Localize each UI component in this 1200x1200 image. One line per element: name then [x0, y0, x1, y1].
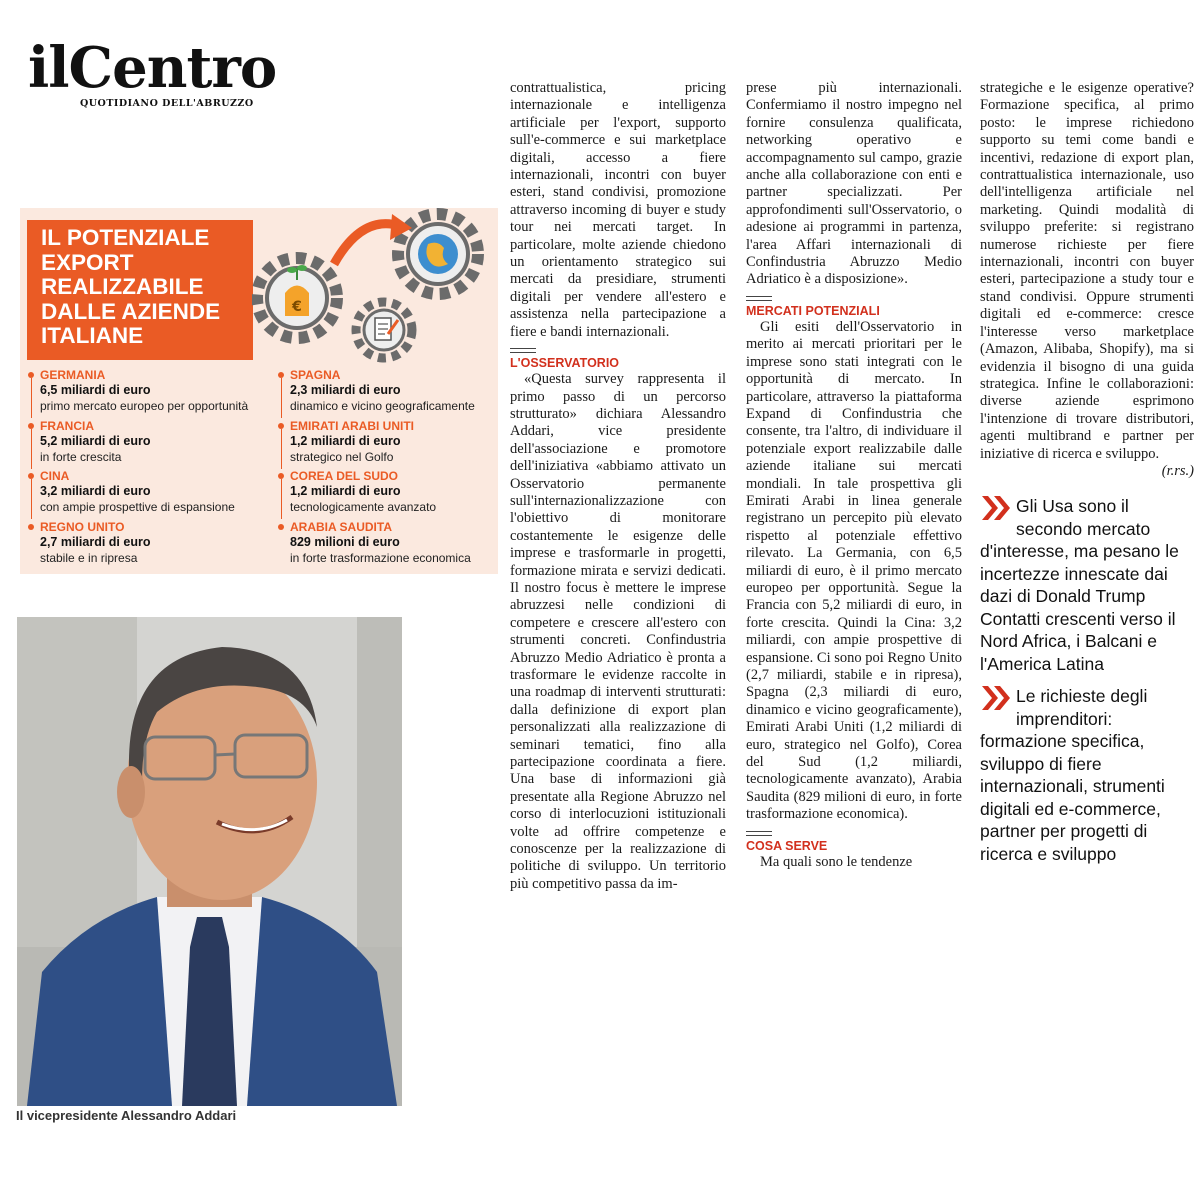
article-column-3 [980, 80, 1194, 480]
gear-globe-icon [398, 214, 478, 294]
market-name: GERMANIA [40, 368, 106, 382]
market-value: 829 milioni di euro [290, 534, 400, 549]
portrait-photo [17, 617, 402, 1106]
article-paragraph: prese più internazionali. Confermiamo il nostro impegno nel fornire consulenza qualificata, networking operativo e accompagnamento sul campo, grazie anche alla collaborazione con enti e partner specializzati. Per approfondimenti sull'Osservatorio, o adesione ai programmi in partenza, l'area Affari internazionali di Confindustria Abruzzo Medio Adriatico è a disposizione». [746, 80, 962, 288]
gear-document-icon [356, 302, 412, 358]
market-name: REGNO UNITO [40, 519, 125, 534]
article-paragraph: contrattualistica, pricing internazionale e intelligenza artificiale per l'export, supporto sull'e-commerce e sui marketplace digitali, accesso a fiere internazionali, incontri con buyer esteri, stand condivisi, promozione attraverso incoming di buyer e study tour nei mercati target. In particolare, molte aziende chiedono un orientamento strategico sui mercati da presidiare, strumenti digitali per vendere all'estero e assistenza nella partecipazione a fiere e bandi internazionali. [510, 80, 726, 340]
market-value: 5,2 miliardi di euro [40, 433, 151, 448]
market-value: 2,7 miliardi di euro [40, 534, 151, 549]
market-value: 6,5 miliardi di euro [40, 383, 151, 397]
market-name: SPAGNA [290, 368, 341, 382]
chevron-quote-icon [980, 686, 1012, 710]
market-item [278, 469, 498, 520]
market-name: CINA [40, 469, 70, 483]
market-desc: tecnologicamente avanzato [290, 500, 437, 514]
market-value: 3,2 miliardi di euro [40, 484, 151, 498]
market-item [278, 520, 498, 571]
gears-illustration-icon [252, 208, 498, 368]
market-item [28, 520, 278, 571]
section-heading: MERCATI POTENZIALI [746, 303, 962, 319]
markets-list-left [28, 368, 278, 570]
newspaper-subtitle: QUOTIDIANO DELL'ABRUZZO [80, 98, 254, 109]
article-paragraph: Ma quali sono le tendenze [760, 853, 913, 870]
market-desc: in forte crescita [40, 449, 122, 464]
market-desc: con ampie prospettive di espansione [40, 500, 235, 514]
market-desc: primo mercato europeo per opportunità [40, 399, 249, 413]
market-name: ARABIA SAUDITA [290, 519, 392, 534]
article-paragraph: Gli esiti dell'Osservatorio in merito ai mercati prioritari per le imprese sono stati integrati con le opportunità di mercato. In particolare, attraverso la piattaforma Expand di Confindustria che consente, tra l'altro, di individuare il potenziale export realizzabile dalle aziende italiane sui mercati mondiali. In tale prospettiva gli Emirati Arabi in linea generale registrano un percepito più elevato rispetto al potenziale effettivo rilevato. La Germania, con 6,5 miliardi di euro, è il primo mercato europeo per opportunità. Segue la Francia con 5,2 miliardi di euro, in forte crescita. Quindi la Cina: 3,2 miliardi, con ampie prospettive di espansione. Ci sono poi Regno Unito (2,7 miliardi, stabile e in ripresa), Spagna (2,3 miliardi di euro, dinamico e vicino geograficamente), Emirati Arabi Uniti (1,2 miliardi di euro, strategico nel Golfo), Corea del Sud (1,2 miliardi, tecnologicamente avanzato), Arabia Saudita (829 milioni di euro, in forte trasformazione economica). [746, 318, 962, 823]
markets-list-right [278, 368, 498, 570]
market-desc: dinamico e vicino geograficamente [290, 399, 475, 413]
market-item [28, 419, 278, 470]
author-signature: (r.rs.) [1161, 462, 1194, 479]
market-name: EMIRATI ARABI UNITI [290, 418, 414, 433]
masthead [28, 35, 328, 109]
chevron-quote-icon [980, 496, 1012, 520]
pull-quote [980, 495, 1194, 675]
market-value: 2,3 miliardi di euro [290, 383, 401, 397]
article-column-1 [510, 80, 726, 893]
pull-quote-text: Gli Usa sono il secondo mercato d'interesse, ma pesano le incertezze innescate dai dazi di Donald Trump Contatti crescenti verso il Nord Africa, i Balcani e l'America Latina [980, 496, 1179, 674]
section-heading: L'OSSERVATORIO [510, 355, 726, 371]
market-value: 1,2 miliardi di euro [290, 484, 401, 498]
pull-quote [980, 685, 1194, 865]
newspaper-logo: ilCentro [28, 35, 277, 101]
article-paragraph: strategiche e le esigenze operative? Formazione specifica, al primo posto: le imprese richiedono supporto su temi come bandi e incentivi, redazione di export plan, contrattualistica internazionale, uso dell'intelligenza artificiale nel marketing. Quindi modalità di sviluppo preferite: si registrano numerose richieste per fiere internazionali, incontri con buyer esteri, partecipazione a study tour e stand condivisi. Oppure strumenti digitali ed e-commerce: cresce l'interesse verso marketplace (Amazon, Alibaba, Shopify), ma si evidenzia il bisogno di una guida strategica. Infine le collaborazioni: diverse aziende esprimono l'intenzione di trovare distributori, agenti multibrand e partner per iniziative di ricerca e sviluppo. [980, 80, 1194, 462]
market-item [278, 419, 498, 470]
market-item [28, 469, 278, 520]
market-name: COREA DEL SUDO [290, 469, 399, 483]
pull-quote-text: Le richieste degli imprenditori: formazione specifica, sviluppo di fiere internazionali, strumenti digitali ed e-commerce, partner per progetti di ricerca e sviluppo [980, 686, 1165, 864]
infographic-title-box [27, 220, 253, 360]
market-desc: in forte trasformazione economica [290, 550, 471, 565]
article-column-2 [746, 80, 962, 871]
market-desc: strategico nel Golfo [290, 449, 394, 464]
export-infographic [20, 208, 498, 574]
market-name: FRANCIA [40, 418, 94, 433]
article-paragraph: «Questa survey rappresenta il primo passo di un percorso strutturato» dichiara Alessandro Addari, vice presidente dell'associazione e promotore dell'iniziativa «abbiamo attivato un Osservatorio permanente sull'internazionalizzazione con l'obiettivo di monitorare costantemente le esigenze delle imprese e trasformarle in progetti, formazione mirata e servizi dedicati. Il nostro focus è mettere le imprese abruzzesi nelle condizioni di competere e crescere all'estero con strumenti concreti. Confindustria Abruzzo Medio Adriatico è pronta a trasformare le evidenze raccolte in una roadmap di interventi strutturati: dalla definizione di export plan personalizzati alla realizzazione di seminari tematici, fino alla partecipazione coordinata a fiere. Una base di informazioni già presentate alla Regione Abruzzo nel corso di interlocuzioni istituzionali volte ad offrire competenze e conoscenze per la realizzazione di politiche di sviluppo. Un territorio più competitivo passa da im- [510, 371, 726, 892]
market-item [278, 368, 498, 419]
gear-euro-icon [257, 258, 337, 338]
market-value: 1,2 miliardi di euro [290, 433, 401, 448]
infographic-title: IL POTENZIALE EXPORT REALIZZABILE DALLE AZIENDE ITALIANE [41, 225, 221, 348]
market-item [28, 368, 278, 419]
section-heading: COSA SERVE [746, 838, 962, 854]
photo-caption: Il vicepresidente Alessandro Addari [16, 1108, 237, 1123]
growth-arrow-icon [334, 224, 400, 264]
svg-text:€: € [292, 299, 302, 315]
market-desc: stabile e in ripresa [40, 550, 138, 565]
